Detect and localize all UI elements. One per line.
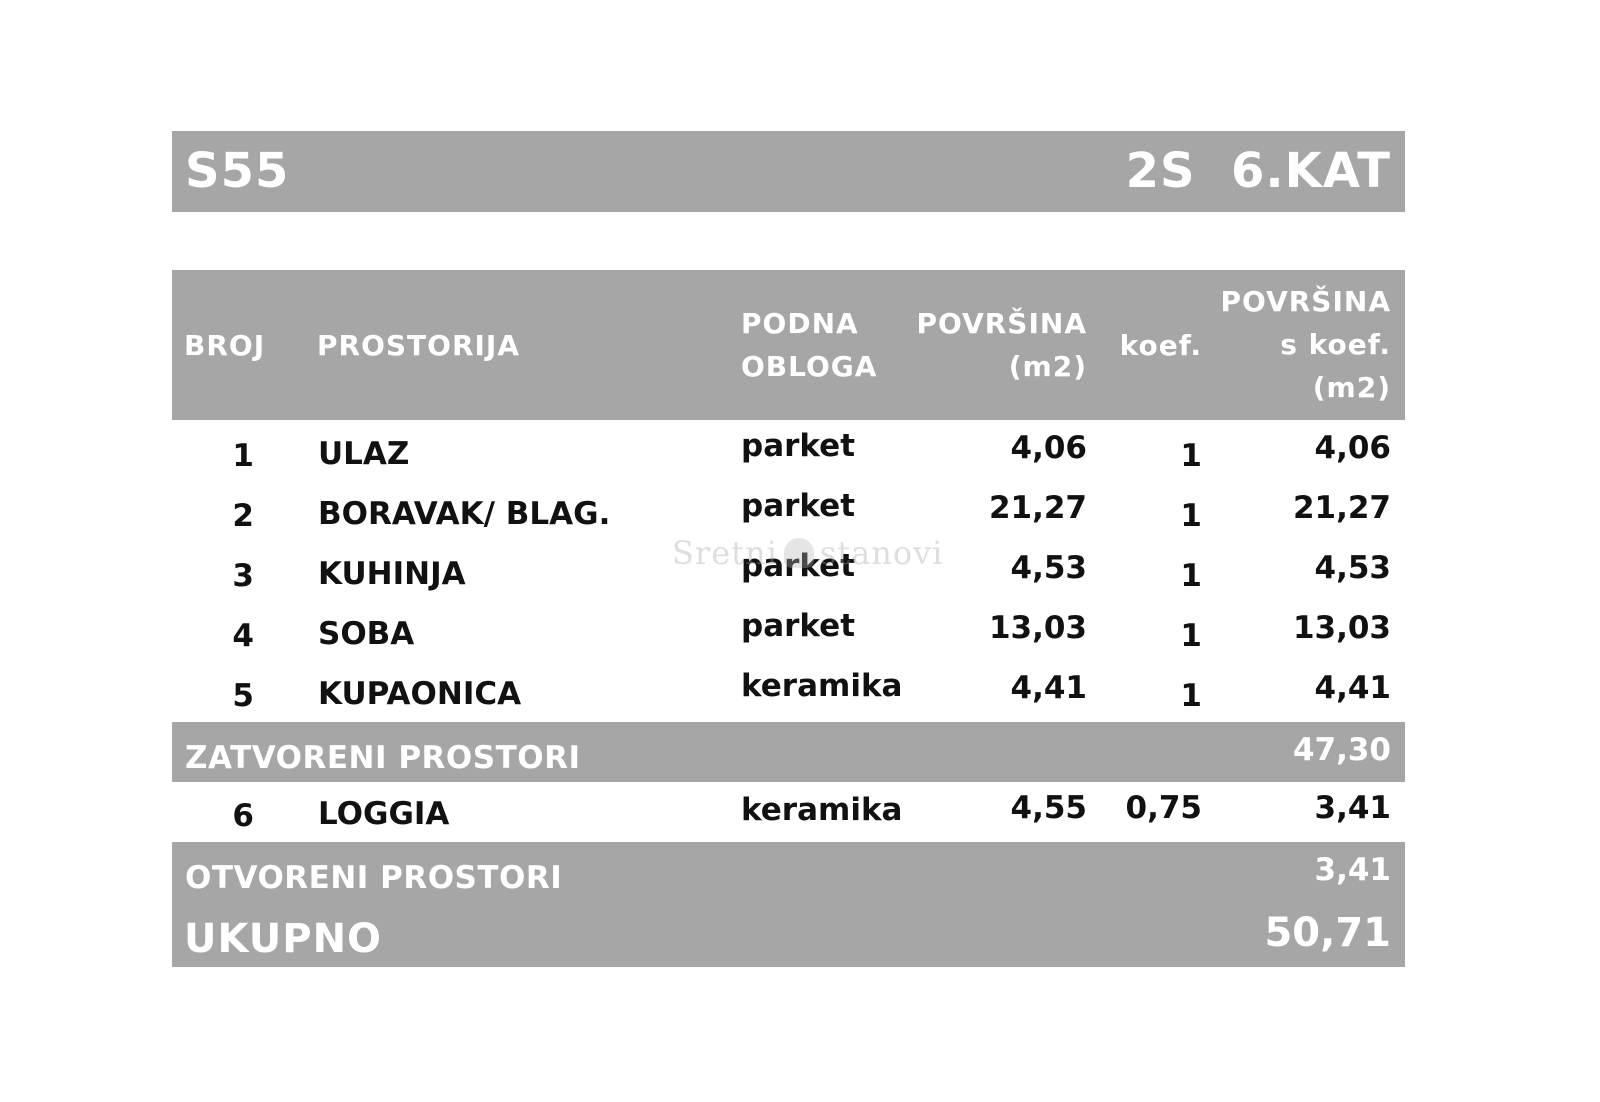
- floor-covering: parket: [741, 488, 856, 524]
- closed-spaces-value: 47,30: [1292, 732, 1391, 768]
- room-name: LOGGIA: [318, 796, 450, 832]
- table-row: [172, 480, 1405, 540]
- header-podna-line2: OBLOGA: [741, 350, 878, 383]
- header-povrsina-koef-line1: POVRŠINA: [1220, 285, 1391, 318]
- room-name: KUHINJA: [318, 556, 466, 592]
- closed-spaces-total: [172, 722, 1405, 782]
- room-area: 4,55: [1010, 790, 1087, 826]
- room-area: 4,41: [1010, 670, 1087, 706]
- unit-type-floor: 2S 6.KAT: [1125, 143, 1391, 199]
- room-area: 21,27: [988, 490, 1087, 526]
- row-number: 1: [232, 438, 254, 474]
- room-area: 4,53: [1010, 550, 1087, 586]
- room-area-coefficient: 4,41: [1314, 670, 1391, 706]
- header-povrsina-koef: [1221, 280, 1392, 409]
- totals-block: [172, 842, 1405, 967]
- table-row: [172, 420, 1405, 480]
- unit-title-bar: [172, 131, 1405, 212]
- room-area-coefficient: 3,41: [1314, 790, 1391, 826]
- row-number: 5: [232, 678, 254, 714]
- room-name: ULAZ: [318, 436, 410, 472]
- room-name: BORAVAK/ BLAG.: [318, 496, 611, 532]
- room-area-coefficient: 4,06: [1314, 430, 1391, 466]
- floor-covering: parket: [741, 548, 856, 584]
- heart-icon: [784, 538, 814, 568]
- watermark: [672, 534, 943, 572]
- room-area-coefficient: 21,27: [1292, 490, 1391, 526]
- floor-covering: keramika: [741, 792, 903, 828]
- room-area: 4,06: [1010, 430, 1087, 466]
- room-coefficient: 1: [1180, 498, 1202, 534]
- table-header: [172, 270, 1405, 420]
- header-podna-line1: PODNA: [741, 307, 859, 340]
- room-area-coefficient: 13,03: [1292, 610, 1391, 646]
- row-number: 2: [232, 498, 254, 534]
- room-area-coefficient: 4,53: [1314, 550, 1391, 586]
- header-povrsina: [917, 302, 1088, 388]
- room-name: SOBA: [318, 616, 415, 652]
- grand-total-value: 50,71: [1264, 910, 1391, 956]
- header-prostorija: PROSTORIJA: [317, 329, 521, 362]
- open-spaces-value: 3,41: [1314, 852, 1391, 888]
- closed-spaces-label: ZATVORENI PROSTORI: [185, 740, 581, 776]
- row-number: 3: [232, 558, 254, 594]
- unit-code: S55: [185, 143, 290, 199]
- floor-covering: parket: [741, 608, 856, 644]
- room-area: 13,03: [988, 610, 1087, 646]
- table-row: [172, 780, 1405, 840]
- header-povrsina-line2: (m2): [1008, 350, 1087, 383]
- room-name: KUPAONICA: [318, 676, 522, 712]
- room-coefficient: 1: [1180, 438, 1202, 474]
- header-podna-obloga: [741, 302, 877, 388]
- floor-covering: parket: [741, 428, 856, 464]
- room-coefficient: 0,75: [1125, 790, 1202, 826]
- room-coefficient: 1: [1180, 678, 1202, 714]
- header-povrsina-koef-line3: (m2): [1312, 371, 1391, 404]
- header-povrsina-line1: POVRŠINA: [916, 307, 1087, 340]
- open-spaces-label: OTVORENI PROSTORI: [185, 860, 563, 896]
- watermark-right: stanovi: [819, 534, 944, 572]
- header-povrsina-koef-line2: s koef.: [1280, 328, 1391, 361]
- row-number: 4: [232, 618, 254, 654]
- row-number: 6: [232, 798, 254, 834]
- grand-total-label: UKUPNO: [184, 916, 383, 962]
- floor-covering: keramika: [741, 668, 903, 704]
- header-koef: koef.: [1119, 329, 1202, 362]
- table-row: [172, 600, 1405, 660]
- room-coefficient: 1: [1180, 558, 1202, 594]
- header-broj: BROJ: [184, 329, 266, 362]
- room-coefficient: 1: [1180, 618, 1202, 654]
- table-row: [172, 660, 1405, 720]
- watermark-left: Sretni: [672, 534, 778, 572]
